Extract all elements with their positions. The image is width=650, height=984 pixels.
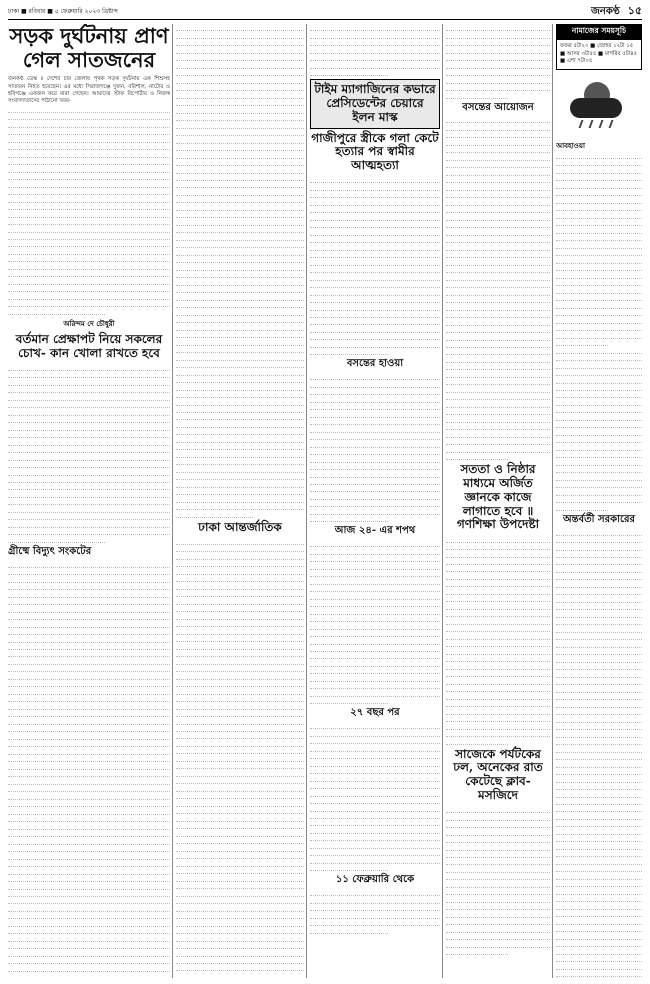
article-body bbox=[556, 346, 642, 510]
lead-paragraph: জনকণ্ঠ ডেস্ক ॥ দেশের চার জেলায় পৃথক সড়ক দুর্ঘটনায় এক শিশুসহ সাতজন নিহত হয়েছেন। এর মধ্যে সিরাজগঞ্জে দুজন, বরিশাল, নাটোর ও হবিগঞ্জে একজন করে মারা গেছেন। আমাদের স্টাফ রিপোর্টার ও নিজস্ব সংবাদদাতাদের পাঠানো খবর- bbox=[8, 76, 170, 105]
column-1 bbox=[8, 24, 170, 978]
headline-interim-govt: অন্তর্বর্তী সরকারের bbox=[563, 513, 635, 525]
headline-dhaka-intl: ঢাকা আন্তর্জাতিক bbox=[198, 519, 282, 534]
headline-power-crisis: গ্রীষ্মে বিদ্যুৎ সংকটের bbox=[8, 545, 92, 557]
column-3 bbox=[310, 24, 440, 978]
column-2 bbox=[176, 24, 304, 978]
article-body bbox=[446, 24, 550, 99]
column-divider bbox=[172, 24, 173, 978]
article-body bbox=[8, 105, 170, 314]
page-number: ১৫ bbox=[627, 3, 642, 17]
headline-spring-air: বসন্তের হাওয়া bbox=[346, 358, 404, 370]
article-body bbox=[310, 540, 440, 704]
page-header bbox=[8, 4, 642, 18]
column-divider bbox=[306, 24, 307, 978]
article-body bbox=[446, 535, 550, 744]
column-divider bbox=[552, 24, 553, 978]
article-body bbox=[310, 722, 440, 872]
weather-text bbox=[556, 152, 642, 346]
prayer-times-title: নামাজের সময়সূচি bbox=[556, 24, 642, 40]
dateline: ঢাকা ■ রবিবার ■ ৫ ফেব্রুয়ারি ২০২৩ খ্রিষ্টাব্দ bbox=[8, 7, 118, 15]
headline-honesty: সততা ও নিষ্ঠার মাধ্যমে অর্জিত জ্ঞানকে কাজে লাগাতে হবে ॥ গণশিক্ষা উপদেষ্টা bbox=[456, 462, 540, 532]
headline-gazipur: গাজীপুরে স্ত্রীকে গলা কেটে হত্যার পর স্বামীর আত্মহত্যা bbox=[311, 130, 439, 173]
byline: অরিন্দম দে চৌধুরী bbox=[63, 319, 115, 328]
article-body bbox=[310, 176, 440, 355]
article-body bbox=[8, 560, 170, 978]
article-body bbox=[176, 538, 304, 978]
article-body bbox=[556, 528, 642, 978]
main-headline: সড়ক দুর্ঘটনায় প্রাণ গেল সাতজনের bbox=[9, 24, 169, 73]
article-body bbox=[176, 24, 304, 518]
article-body bbox=[8, 363, 170, 542]
article-body bbox=[310, 373, 440, 523]
headline-27-years: ২৭ বছর পর bbox=[350, 707, 400, 719]
column-5 bbox=[556, 24, 642, 978]
headline-feb-11: ১১ ফেব্রুয়ারি থেকে bbox=[335, 874, 415, 886]
column-4 bbox=[446, 24, 550, 978]
headline-time-magazine: টাইম ম্যাগাজিনের কভারে প্রেসিডেন্টের চেয়ারে ইলন মাস্ক bbox=[310, 79, 440, 128]
header-rule bbox=[8, 19, 642, 20]
headline-sajek: সাজেকে পর্যটকের ঢল, অনেকের রাত কেটেছে ক্লাব- মসজিদে bbox=[453, 746, 543, 802]
weather-caption: আবহাওয়া bbox=[556, 141, 586, 150]
headline-oath: আজ ২৪- এর শপথ bbox=[334, 525, 416, 537]
article-body bbox=[310, 24, 440, 76]
brand-logo: জনকণ্ঠ bbox=[590, 5, 620, 17]
headline-spring-event: বসন্তের আয়োজন bbox=[462, 101, 534, 113]
headline-present-context: বর্তমান প্রেক্ষাপট নিয়ে সকলের চোখ- কান খোলা রাখতে হবে bbox=[15, 331, 163, 360]
article-body bbox=[446, 116, 550, 460]
article-body bbox=[310, 889, 440, 934]
weather-icon bbox=[556, 76, 642, 134]
article-body bbox=[446, 806, 550, 956]
column-divider bbox=[442, 24, 443, 978]
prayer-times-body: ফজর ৫টা২০ ■ জোহর ১২টা ১৫ ■ আসর ৩টা৫৫ ■ মাগরিব ৫টা৪৫ ■ এশা ৭টা০৫ bbox=[556, 40, 642, 70]
